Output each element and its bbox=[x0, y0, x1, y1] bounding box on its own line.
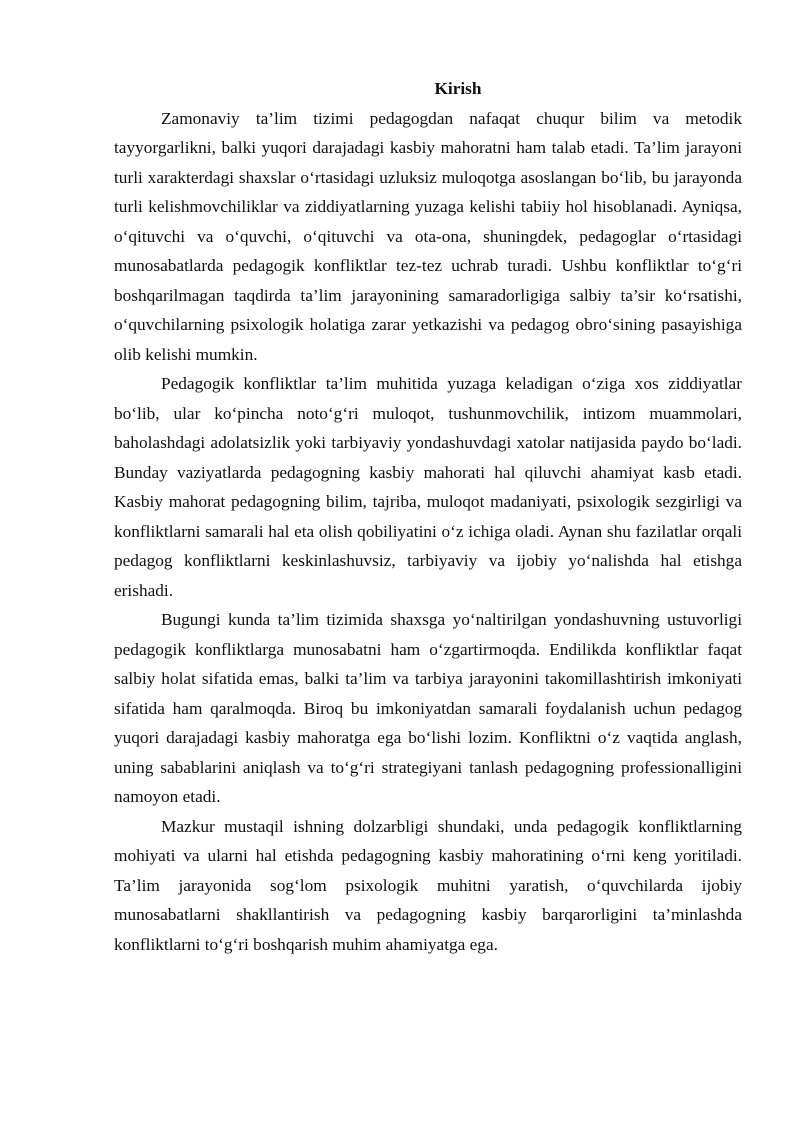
document-body bbox=[114, 74, 742, 959]
paragraph-2: Pedagogik konfliktlar ta’lim muhitida yuzaga keladigan o‘ziga xos ziddiyatlar bo‘lib, ular ko‘pincha noto‘g‘ri muloqot, tushunmovchilik, intizom muammolari, baholashdagi adolatsizlik yoki tarbiyaviy yondashuvdagi xatolar natijasida paydo bo‘ladi. Bunday vaziyatlarda pedagogning kasbiy mahorati hal qiluvchi ahamiyat kasb etadi. Kasbiy mahorat pedagogning bilim, tajriba, muloqot madaniyati, psixologik sezgirligi va konfliktlarni samarali hal eta olish qobiliyatini o‘z ichiga oladi. Aynan shu fazilatlar orqali pedagog konfliktlarni keskinlashuvsiz, tarbiyaviy va ijobiy yo‘nalishda hal etishga erishadi. bbox=[114, 374, 742, 600]
paragraph-4: Mazkur mustaqil ishning dolzarbligi shundaki, unda pedagogik konfliktlarning mohiyati va ularni hal etishda pedagogning kasbiy mahoratining o‘rni keng yoritiladi. Ta’lim jarayonida sog‘lom psixologik muhitni yaratish, o‘quvchilarda ijobiy munosabatlarni shakllantirish va pedagogning kasbiy barqarorligini ta’minlashda konfliktlarni to‘g‘ri boshqarish muhim ahamiyatga ega. bbox=[114, 816, 742, 954]
paragraph-3: Bugungi kunda ta’lim tizimida shaxsga yo‘naltirilgan yondashuvning ustuvorligi pedagogik konfliktlarga munosabatni ham o‘zgartirmoqda. Endilikda konfliktlar faqat salbiy holat sifatida emas, balki ta’lim va tarbiya jarayonini takomillashtirish imkoniyati sifatida ham qaralmoqda. Biroq bu imkoniyatdan samarali foydalanish uchun pedagog yuqori darajadagi kasbiy mahoratga ega bo‘lishi lozim. Konfliktni o‘z vaqtida anglash, uning sabablarini aniqlash va to‘g‘ri strategiyani tanlash pedagogning professionalligini namoyon etadi. bbox=[114, 610, 742, 806]
section-title: Kirish bbox=[434, 79, 482, 98]
paragraph-1: Zamonaviy ta’lim tizimi pedagogdan nafaqat chuqur bilim va metodik tayyorgarlikni, balki yuqori darajadagi kasbiy mahoratni ham talab etadi. Ta’lim jarayoni turli xarakterdagi shaxslar o‘rtasidagi uzluksiz muloqotga asoslangan bo‘lib, bu jarayonda turli kelishmovchiliklar va ziddiyatlarning yuzaga kelishi tabiiy hol hisoblanadi. Ayniqsa, o‘qituvchi va o‘quvchi, o‘qituvchi va ota-ona, shuningdek, pedagoglar o‘rtasidagi munosabatlarda pedagogik konfliktlar tez-tez uchrab turadi. Ushbu konfliktlar to‘g‘ri boshqarilmagan taqdirda ta’lim jarayonining samaradorligiga salbiy ta’sir ko‘rsatishi, o‘quvchilarning psixologik holatiga zarar yetkazishi va pedagog obro‘sining pasayishiga olib kelishi mumkin. bbox=[114, 108, 742, 364]
